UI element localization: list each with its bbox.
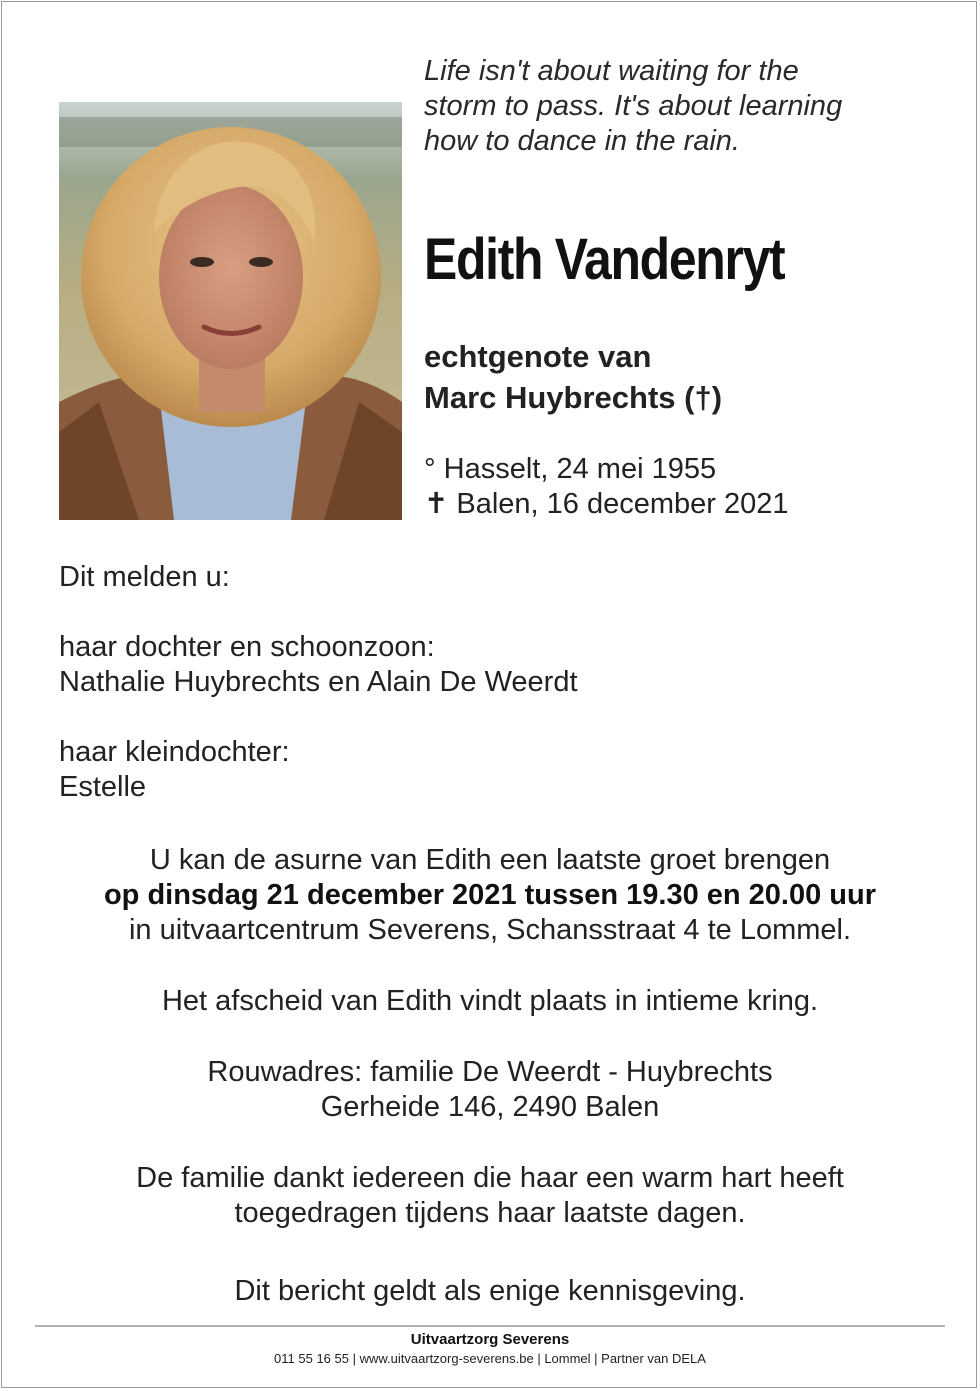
farewell-text: Het afscheid van Edith vindt plaats in intieme kring. [161,985,819,1017]
visitation-location: in uitvaartcentrum Severens, Schansstraat 4 te Lommel. [128,914,852,946]
dates-block [424,452,788,522]
quote [424,54,944,159]
daughter-names: Nathalie Huybrechts en Alain De Weerdt [59,666,578,698]
visitation-line: U kan de asurne van Edith een laatste groet brengen [149,844,831,876]
spouse-name: Marc Huybrechts (†) [424,380,723,415]
thanks-line: toegedragen tijdens haar laatste dagen. [234,1197,746,1229]
footer-company: Uitvaartzorg Severens [410,1331,570,1348]
address-block [0,1055,980,1125]
visitation-datetime: op dinsdag 21 december 2021 tussen 19.30 en 20.00 uur [103,879,877,911]
granddaughter-label: haar kleindochter: [59,736,290,768]
quote-line: Life isn't about waiting for the [424,55,799,87]
visitation-block [0,843,980,948]
address-line: Gerheide 146, 2490 Balen [320,1091,660,1123]
thanks-block [0,1161,980,1231]
address-line: Rouwadres: familie De Weerdt - Huybrechts [207,1056,773,1088]
relation-label: echtgenote van [424,339,652,374]
notice-text: Dit bericht geldt als enige kennisgeving. [234,1275,746,1307]
footer-divider [35,1325,945,1327]
spouse-block [424,336,722,418]
footer-contact: 011 55 16 55 | www.uitvaartzorg-severens.be | Lommel | Partner van DELA [274,1351,706,1366]
family-block [59,560,578,805]
deceased-name: Edith Vandenryt [424,227,785,292]
quote-line: storm to pass. It's about learning [424,90,843,122]
quote-line: how to dance in the rain. [424,125,740,157]
granddaughter-names: Estelle [59,771,147,803]
thanks-line: De familie dankt iedereen die haar een warm hart heeft [136,1162,844,1194]
birth-date: ° Hasselt, 24 mei 1955 [424,453,717,485]
portrait-photo [59,102,402,520]
death-date: ✝ Balen, 16 december 2021 [424,488,789,520]
daughter-label: haar dochter en schoonzoon: [59,631,435,663]
family-intro: Dit melden u: [59,561,230,593]
